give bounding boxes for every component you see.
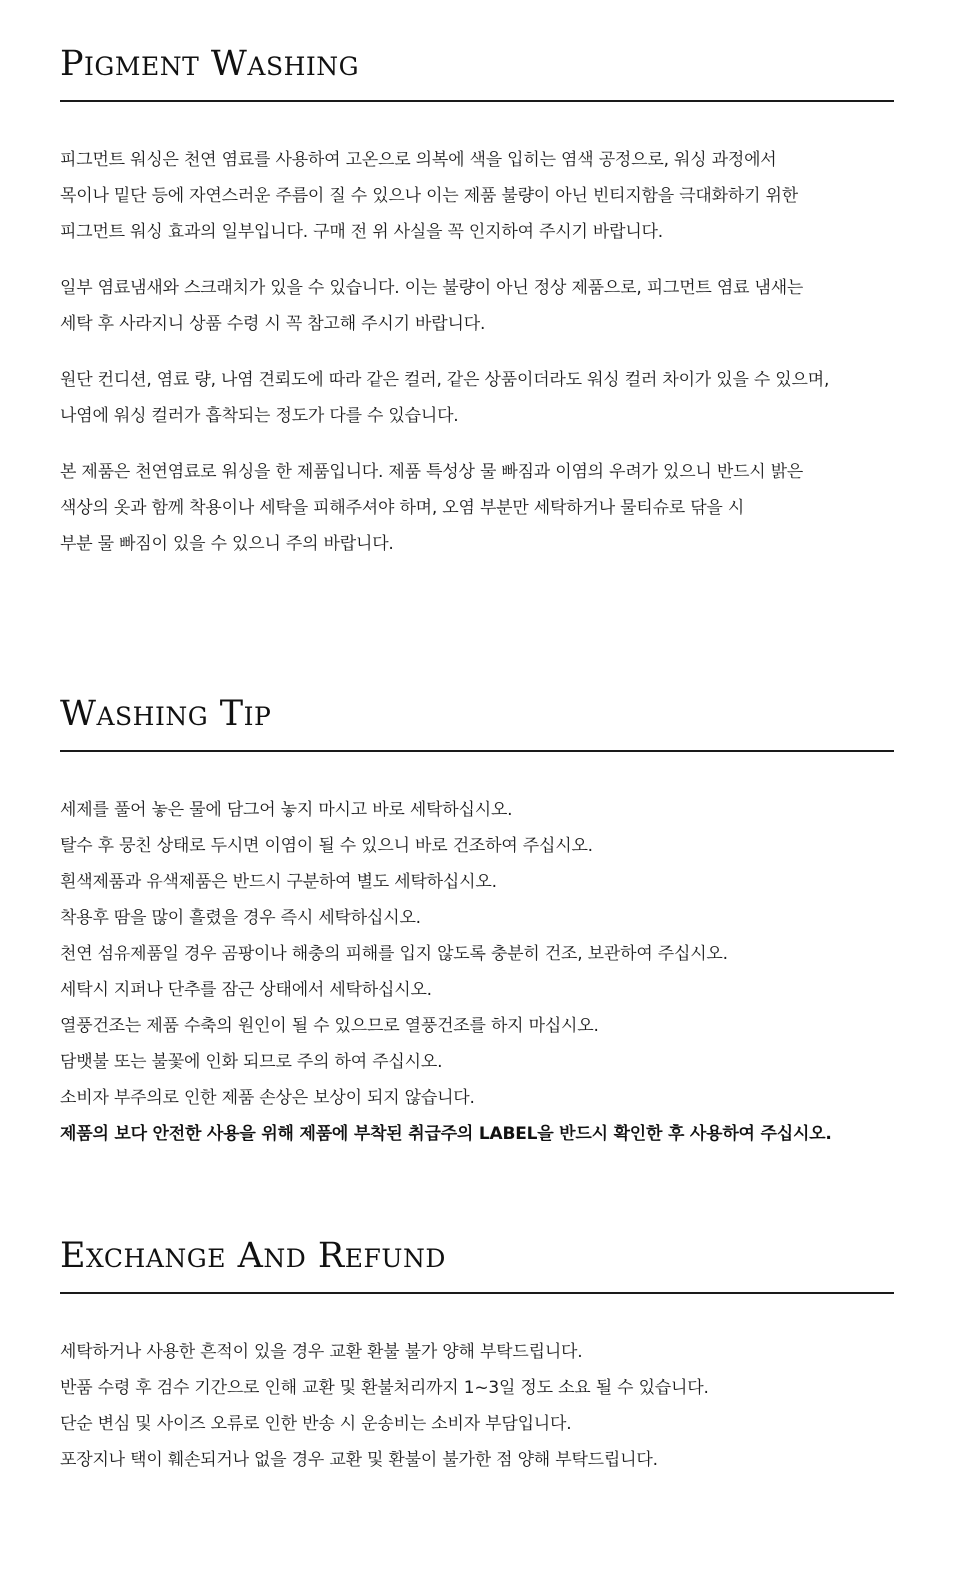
washing-tip-item: 세제를 풀어 놓은 물에 담그어 놓지 마시고 바로 세탁하십시오. [60, 800, 513, 820]
exchange-refund-item: 세탁하거나 사용한 흔적이 있을 경우 교환 환불 불가 양해 부탁드립니다. [60, 1342, 583, 1362]
washing-tip-item: 소비자 부주의로 인한 제품 손상은 보상이 되지 않습니다. [60, 1088, 475, 1108]
exchange-refund-title: Exchange And Refund [60, 1236, 446, 1276]
paragraph-line: 피그먼트 워싱 효과의 일부입니다. 구매 전 위 사실을 꼭 인지하여 주시기 바랍니다. [60, 222, 663, 242]
washing-tip-title: Washing Tip [60, 694, 272, 734]
washing-tip-item: 열풍건조는 제품 수축의 원인이 될 수 있으므로 열풍건조를 하지 마십시오. [60, 1016, 599, 1036]
washing-tip-emphasis: 제품의 보다 안전한 사용을 위해 제품에 부착된 취급주의 LABEL을 반드시 확인한 후 사용하여 주십시오. [60, 1124, 832, 1144]
washing-tip-item: 세탁시 지퍼나 단추를 잠근 상태에서 세탁하십시오. [60, 980, 432, 1000]
pigment-paragraph-3 [60, 362, 910, 434]
washing-tip-section [60, 694, 894, 1144]
paragraph-line: 목이나 밑단 등에 자연스러운 주름이 질 수 있으나 이는 제품 불량이 아닌 빈티지함을 극대화하기 위한 [60, 186, 798, 206]
paragraph-line: 본 제품은 천연염료로 워싱을 한 제품입니다. 제품 특성상 물 빠짐과 이염의 우려가 있으니 반드시 밝은 [60, 462, 804, 482]
pigment-washing-title: Pigment Washing [60, 44, 360, 84]
washing-tip-divider [60, 750, 894, 752]
pigment-washing-body [60, 142, 910, 582]
paragraph-line: 나염에 워싱 컬러가 흡착되는 정도가 다를 수 있습니다. [60, 406, 459, 426]
exchange-refund-item: 단순 변심 및 사이즈 오류로 인한 반송 시 운송비는 소비자 부담입니다. [60, 1414, 572, 1434]
washing-tip-item: 흰색제품과 유색제품은 반드시 구분하여 별도 세탁하십시오. [60, 872, 497, 892]
exchange-refund-section [60, 1236, 894, 1470]
pigment-washing-divider [60, 100, 894, 102]
paragraph-line: 피그먼트 워싱은 천연 염료를 사용하여 고온으로 의복에 색을 입히는 염색 공정으로, 워싱 과정에서 [60, 150, 777, 170]
paragraph-line: 일부 염료냄새와 스크래치가 있을 수 있습니다. 이는 불량이 아닌 정상 제품으로, 피그먼트 염료 냄새는 [60, 278, 804, 298]
pigment-paragraph-1 [60, 142, 910, 250]
pigment-paragraph-2 [60, 270, 910, 342]
washing-tip-list [60, 792, 910, 1152]
washing-tip-item: 탈수 후 뭉친 상태로 두시면 이염이 될 수 있으니 바로 건조하여 주십시오. [60, 836, 593, 856]
paragraph-line: 원단 컨디션, 염료 량, 나염 견뢰도에 따라 같은 컬러, 같은 상품이더라도 워싱 컬러 차이가 있을 수 있으며, [60, 370, 830, 390]
pigment-paragraph-4 [60, 454, 910, 562]
exchange-refund-list [60, 1334, 910, 1478]
pigment-washing-section [60, 44, 894, 554]
washing-tip-item: 천연 섬유제품일 경우 곰팡이나 해충의 피해를 입지 않도록 충분히 건조, 보관하여 주십시오. [60, 944, 728, 964]
paragraph-line: 색상의 옷과 함께 착용이나 세탁을 피해주셔야 하며, 오염 부분만 세탁하거나 물티슈로 닦을 시 [60, 498, 745, 518]
exchange-refund-item: 반품 수령 후 검수 기간으로 인해 교환 및 환불처리까지 1~3일 정도 소요 될 수 있습니다. [60, 1378, 709, 1398]
exchange-refund-item: 포장지나 택이 훼손되거나 없을 경우 교환 및 환불이 불가한 점 양해 부탁드립니다. [60, 1450, 658, 1470]
exchange-refund-divider [60, 1292, 894, 1294]
washing-tip-item: 착용후 땀을 많이 흘렸을 경우 즉시 세탁하십시오. [60, 908, 421, 928]
washing-tip-item: 담뱃불 또는 불꽃에 인화 되므로 주의 하여 주십시오. [60, 1052, 443, 1072]
paragraph-line: 세탁 후 사라지니 상품 수령 시 꼭 참고해 주시기 바랍니다. [60, 314, 486, 334]
paragraph-line: 부분 물 빠짐이 있을 수 있으니 주의 바랍니다. [60, 534, 394, 554]
